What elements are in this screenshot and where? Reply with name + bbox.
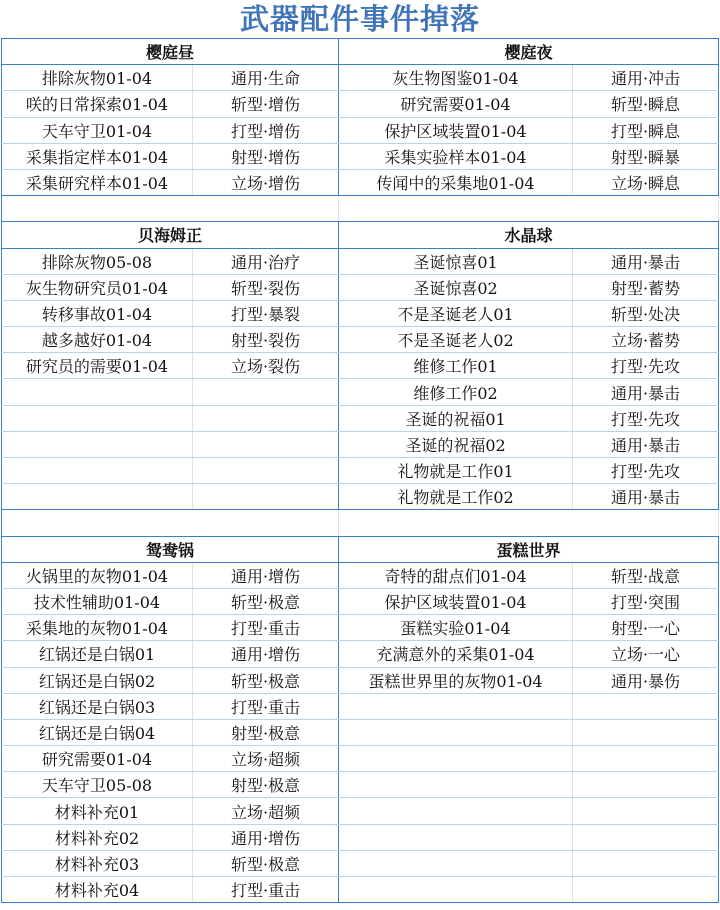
- accessory-type-cell: [193, 458, 339, 483]
- accessory-type-cell: 打型·增伤: [193, 118, 339, 143]
- table-row: [1, 694, 719, 720]
- accessory-type-cell: 斩型·极意: [193, 589, 339, 614]
- event-name-cell: 采集地的灰物01-04: [1, 615, 193, 640]
- accessory-type-cell: 斩型·极意: [193, 851, 339, 876]
- section-title-right: 水晶球: [339, 222, 719, 247]
- event-name-cell: 蛋糕实验01-04: [339, 615, 573, 640]
- accessory-type-cell: 通用·暴伤: [573, 668, 719, 693]
- table-row: [1, 65, 719, 91]
- page-title: 武器配件事件掉落: [239, 2, 480, 36]
- event-name-cell: 圣诞惊喜02: [339, 275, 573, 300]
- event-name-cell: 维修工作02: [339, 379, 573, 404]
- table-row: [1, 668, 719, 694]
- section-title-left: 樱庭昼: [1, 39, 339, 64]
- event-name-cell: [1, 458, 193, 483]
- accessory-type-cell: 打型·重击: [193, 877, 339, 902]
- accessory-type-cell: [573, 877, 719, 902]
- event-name-cell: 研究需要01-04: [339, 91, 573, 116]
- event-name-cell: [339, 851, 573, 876]
- event-name-cell: 灰生物研究员01-04: [1, 275, 193, 300]
- accessory-type-cell: 通用·生命: [193, 65, 339, 90]
- table-row: [1, 589, 719, 615]
- section-title-right: 樱庭夜: [339, 39, 719, 64]
- section-title-right: 蛋糕世界: [339, 537, 719, 562]
- event-name-cell: 传闻中的采集地01-04: [339, 170, 573, 195]
- spacer-right: [339, 196, 719, 221]
- event-name-cell: 采集指定样本01-04: [1, 144, 193, 169]
- accessory-type-cell: 打型·先攻: [573, 406, 719, 431]
- table-row: [1, 301, 719, 327]
- event-name-cell: 红锅还是白锅01: [1, 641, 193, 666]
- event-name-cell: 奇特的甜点们01-04: [339, 563, 573, 588]
- table-row: [1, 432, 719, 458]
- accessory-type-cell: 斩型·增伤: [193, 91, 339, 116]
- section-header-row: [1, 222, 719, 248]
- table-row: [1, 327, 719, 353]
- spacer-right: [339, 510, 719, 535]
- table-row: [1, 144, 719, 170]
- accessory-type-cell: 打型·先攻: [573, 458, 719, 483]
- accessory-type-cell: 立场·超频: [193, 746, 339, 771]
- event-name-cell: 越多越好01-04: [1, 327, 193, 352]
- accessory-type-cell: 立场·一心: [573, 641, 719, 666]
- accessory-type-cell: [193, 484, 339, 509]
- accessory-type-cell: 通用·增伤: [193, 641, 339, 666]
- drop-table: [1, 38, 719, 903]
- event-name-cell: 咲的日常探索01-04: [1, 91, 193, 116]
- accessory-type-cell: 立场·超频: [193, 798, 339, 823]
- accessory-type-cell: 通用·暴击: [573, 432, 719, 457]
- event-name-cell: 天车守卫05-08: [1, 772, 193, 797]
- accessory-type-cell: 射型·蓄势: [573, 275, 719, 300]
- event-name-cell: 转移事故01-04: [1, 301, 193, 326]
- accessory-type-cell: 斩型·瞬息: [573, 91, 719, 116]
- table-row: [1, 772, 719, 798]
- table-row: [1, 877, 719, 903]
- event-name-cell: 维修工作01: [339, 353, 573, 378]
- table-row: [1, 91, 719, 117]
- event-name-cell: 礼物就是工作02: [339, 484, 573, 509]
- accessory-type-cell: 打型·重击: [193, 694, 339, 719]
- accessory-type-cell: 斩型·极意: [193, 668, 339, 693]
- accessory-type-cell: 打型·重击: [193, 615, 339, 640]
- section-spacer: [1, 196, 719, 222]
- event-name-cell: 不是圣诞老人01: [339, 301, 573, 326]
- table-row: [1, 249, 719, 275]
- accessory-type-cell: 斩型·裂伤: [193, 275, 339, 300]
- event-name-cell: 充满意外的采集01-04: [339, 641, 573, 666]
- accessory-type-cell: 射型·裂伤: [193, 327, 339, 352]
- accessory-type-cell: 射型·极意: [193, 720, 339, 745]
- accessory-type-cell: [193, 379, 339, 404]
- section-title-left: 鸳鸯锅: [1, 537, 339, 562]
- accessory-type-cell: 通用·暴击: [573, 484, 719, 509]
- accessory-type-cell: [573, 851, 719, 876]
- event-name-cell: 蛋糕世界里的灰物01-04: [339, 668, 573, 693]
- accessory-type-cell: 射型·瞬暴: [573, 144, 719, 169]
- event-name-cell: [1, 484, 193, 509]
- accessory-type-cell: 通用·暴击: [573, 249, 719, 274]
- event-name-cell: [339, 746, 573, 771]
- event-name-cell: 圣诞惊喜01: [339, 249, 573, 274]
- accessory-type-cell: 射型·极意: [193, 772, 339, 797]
- event-name-cell: [1, 379, 193, 404]
- accessory-type-cell: 射型·增伤: [193, 144, 339, 169]
- event-name-cell: 排除灰物05-08: [1, 249, 193, 274]
- event-name-cell: 红锅还是白锅03: [1, 694, 193, 719]
- section-title-left: 贝海姆正: [1, 222, 339, 247]
- accessory-type-cell: 斩型·处决: [573, 301, 719, 326]
- table-row: [1, 563, 719, 589]
- accessory-type-cell: [573, 720, 719, 745]
- table-row: [1, 170, 719, 196]
- spacer-left: [1, 510, 339, 535]
- event-name-cell: 研究员的需要01-04: [1, 353, 193, 378]
- table-row: [1, 379, 719, 405]
- event-name-cell: 圣诞的祝福01: [339, 406, 573, 431]
- accessory-type-cell: 打型·暴裂: [193, 301, 339, 326]
- event-name-cell: [1, 406, 193, 431]
- event-name-cell: 材料补充02: [1, 825, 193, 850]
- accessory-type-cell: 射型·一心: [573, 615, 719, 640]
- event-name-cell: 红锅还是白锅02: [1, 668, 193, 693]
- event-name-cell: 采集实验样本01-04: [339, 144, 573, 169]
- accessory-type-cell: 立场·瞬息: [573, 170, 719, 195]
- accessory-type-cell: [573, 772, 719, 797]
- event-name-cell: 采集研究样本01-04: [1, 170, 193, 195]
- accessory-type-cell: 立场·蓄势: [573, 327, 719, 352]
- accessory-type-cell: [573, 825, 719, 850]
- table-row: [1, 118, 719, 144]
- event-name-cell: 红锅还是白锅04: [1, 720, 193, 745]
- table-row: [1, 825, 719, 851]
- event-name-cell: [1, 432, 193, 457]
- table-row: [1, 406, 719, 432]
- spacer-left: [1, 196, 339, 221]
- accessory-type-cell: [573, 746, 719, 771]
- event-name-cell: 礼物就是工作01: [339, 458, 573, 483]
- event-name-cell: [339, 877, 573, 902]
- table-row: [1, 353, 719, 379]
- event-name-cell: 保护区域装置01-04: [339, 118, 573, 143]
- event-name-cell: 保护区域装置01-04: [339, 589, 573, 614]
- accessory-type-cell: 立场·增伤: [193, 170, 339, 195]
- table-row: [1, 851, 719, 877]
- event-name-cell: 材料补充01: [1, 798, 193, 823]
- event-name-cell: 排除灰物01-04: [1, 65, 193, 90]
- table-row: [1, 641, 719, 667]
- accessory-type-cell: 打型·瞬息: [573, 118, 719, 143]
- event-name-cell: 研究需要01-04: [1, 746, 193, 771]
- event-name-cell: 天车守卫01-04: [1, 118, 193, 143]
- table-row: [1, 798, 719, 824]
- event-name-cell: [339, 772, 573, 797]
- event-name-cell: [339, 825, 573, 850]
- table-row: [1, 720, 719, 746]
- accessory-type-cell: [193, 406, 339, 431]
- accessory-type-cell: [573, 798, 719, 823]
- event-name-cell: 技术性辅助01-04: [1, 589, 193, 614]
- accessory-type-cell: [193, 432, 339, 457]
- accessory-type-cell: 通用·冲击: [573, 65, 719, 90]
- accessory-type-cell: 通用·增伤: [193, 825, 339, 850]
- accessory-type-cell: 立场·裂伤: [193, 353, 339, 378]
- event-name-cell: [339, 720, 573, 745]
- accessory-type-cell: [573, 694, 719, 719]
- event-name-cell: 灰生物图鉴01-04: [339, 65, 573, 90]
- event-name-cell: [339, 798, 573, 823]
- accessory-type-cell: 通用·暴击: [573, 379, 719, 404]
- event-name-cell: 材料补充04: [1, 877, 193, 902]
- event-name-cell: 圣诞的祝福02: [339, 432, 573, 457]
- accessory-type-cell: 打型·突围: [573, 589, 719, 614]
- table-row: [1, 615, 719, 641]
- section-header-row: [1, 39, 719, 65]
- event-name-cell: 不是圣诞老人02: [339, 327, 573, 352]
- event-name-cell: 火锅里的灰物01-04: [1, 563, 193, 588]
- accessory-type-cell: 通用·增伤: [193, 563, 339, 588]
- section-spacer: [1, 510, 719, 536]
- event-name-cell: 材料补充03: [1, 851, 193, 876]
- event-name-cell: [339, 694, 573, 719]
- section-header-row: [1, 537, 719, 563]
- table-row: [1, 275, 719, 301]
- table-row: [1, 484, 719, 510]
- accessory-type-cell: 斩型·战意: [573, 563, 719, 588]
- table-row: [1, 458, 719, 484]
- accessory-type-cell: 通用·治疗: [193, 249, 339, 274]
- table-row: [1, 746, 719, 772]
- accessory-type-cell: 打型·先攻: [573, 353, 719, 378]
